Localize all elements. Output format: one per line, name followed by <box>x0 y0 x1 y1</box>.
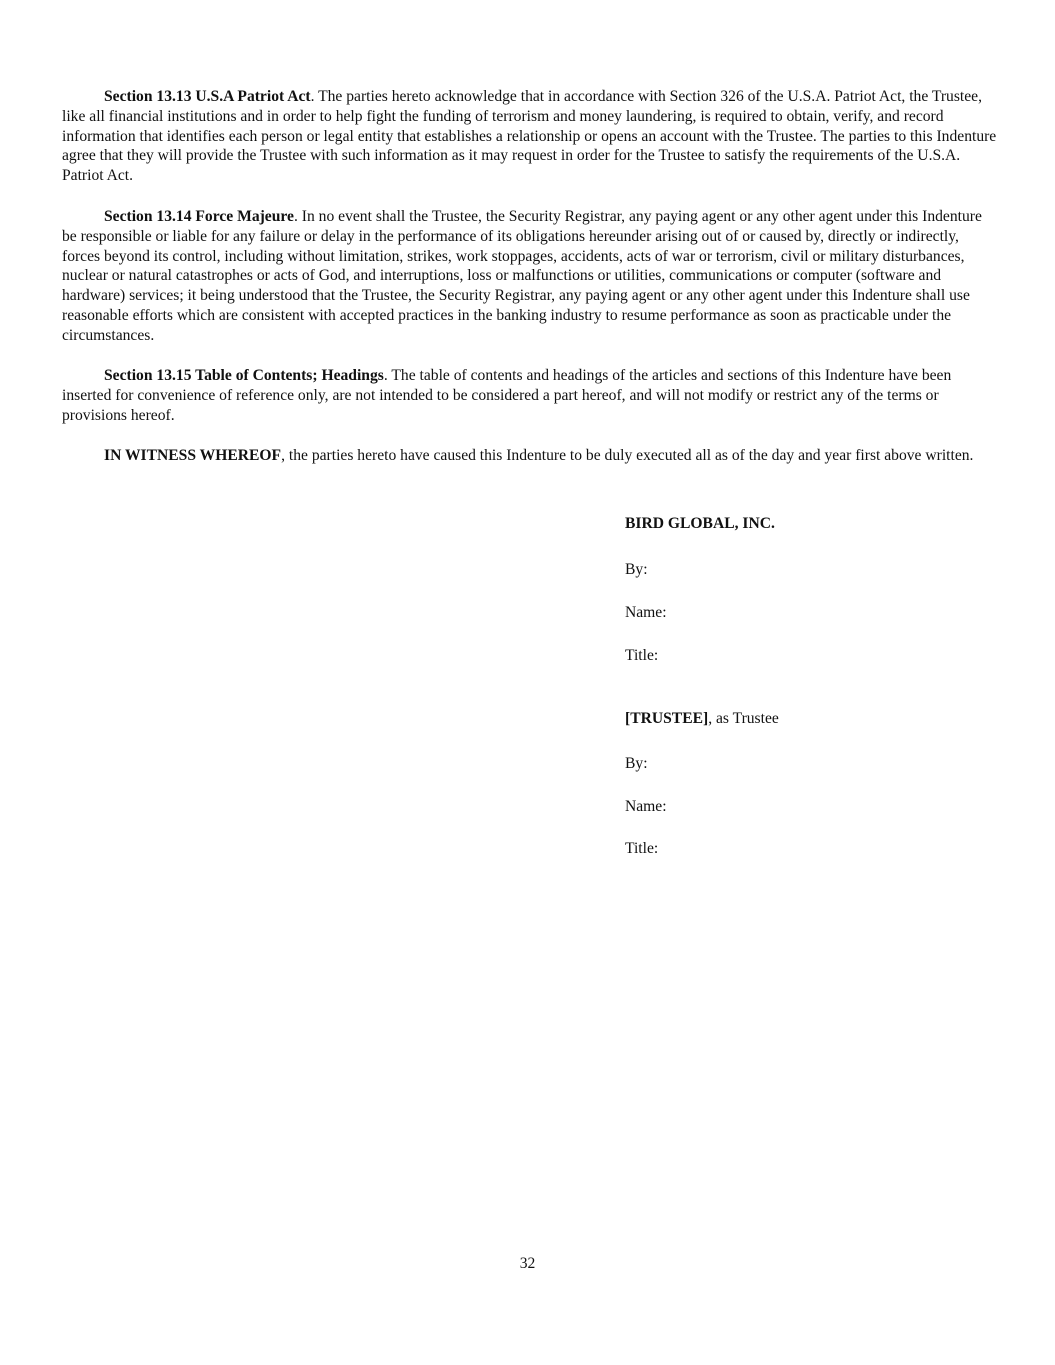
company-name-label: BIRD GLOBAL, INC. <box>625 515 775 532</box>
signature-trustee-name <box>625 709 1025 729</box>
section-13-14-body: . In no event shall the Trustee, the Security Registrar, any paying agent or any other agent under this Indenture be responsible or liable for any failure or delay in the performance of its obligations hereunder arising out of or caused by, directly or indirectly, forces beyond its control, including without limitation, strikes, work stoppages, accidents, acts of war or terrorism, civil or military disturbances, nuclear or natural catastrophes or acts of God, and interruptions, loss or malfunctions or utilities, communications or computer (software and hardware) services; it being understood that the Trustee, the Security Registrar, any paying agent or any other agent under this Indenture shall use reasonable efforts which are consistent with accepted practices in the banking industry to resume performance as soon as practicable under the circumstances. <box>62 208 982 344</box>
section-13-15-heading: Section 13.15 Table of Contents; Headings <box>104 367 384 384</box>
signature-title-line: Title: <box>625 840 659 857</box>
section-13-14-heading: Section 13.14 Force Majeure <box>104 208 294 225</box>
witness-body: , the parties hereto have caused this Indenture to be duly executed all as of the day and year first above written. <box>281 447 974 464</box>
signature-title-line: Title: <box>625 647 659 664</box>
section-13-13-body: . The parties hereto acknowledge that in accordance with Section 326 of the U.S.A. Patriot Act, the Trustee, like all financial institutions and in order to help fight the funding of terrorism and money laundering, is required to obtain, verify, and record information that identifies each person or legal entity that establishes a relationship or opens an account with the Trustee. The parties to this Indenture agree that they will provide the Trustee with such information as it may request in order for the Trustee to satisfy the requirements of the U.S.A. Patriot Act. <box>62 88 997 185</box>
section-13-14-paragraph <box>62 207 997 346</box>
signature-by-line: By: <box>625 755 648 772</box>
signature-name-line: Name: <box>625 604 667 621</box>
section-13-15-paragraph <box>62 366 997 425</box>
section-13-13-paragraph <box>62 87 997 186</box>
signature-company-name <box>625 514 1025 534</box>
section-13-15-body: . The table of contents and headings of the articles and sections of this Indenture have been inserted for convenience of reference only, are not intended to be considered a part hereof, and will not modify or restrict any of the terms or provisions hereof. <box>62 367 952 424</box>
trustee-name-suffix: , as Trustee <box>708 710 779 727</box>
witness-paragraph <box>62 446 997 466</box>
signature-name-line: Name: <box>625 798 667 815</box>
trustee-name-label: [TRUSTEE] <box>625 710 709 727</box>
section-13-13-heading: Section 13.13 U.S.A Patriot Act <box>104 88 311 105</box>
signature-by-line: By: <box>625 561 648 578</box>
witness-heading: IN WITNESS WHEREOF <box>104 447 282 464</box>
page-number: 32 <box>519 1255 536 1272</box>
